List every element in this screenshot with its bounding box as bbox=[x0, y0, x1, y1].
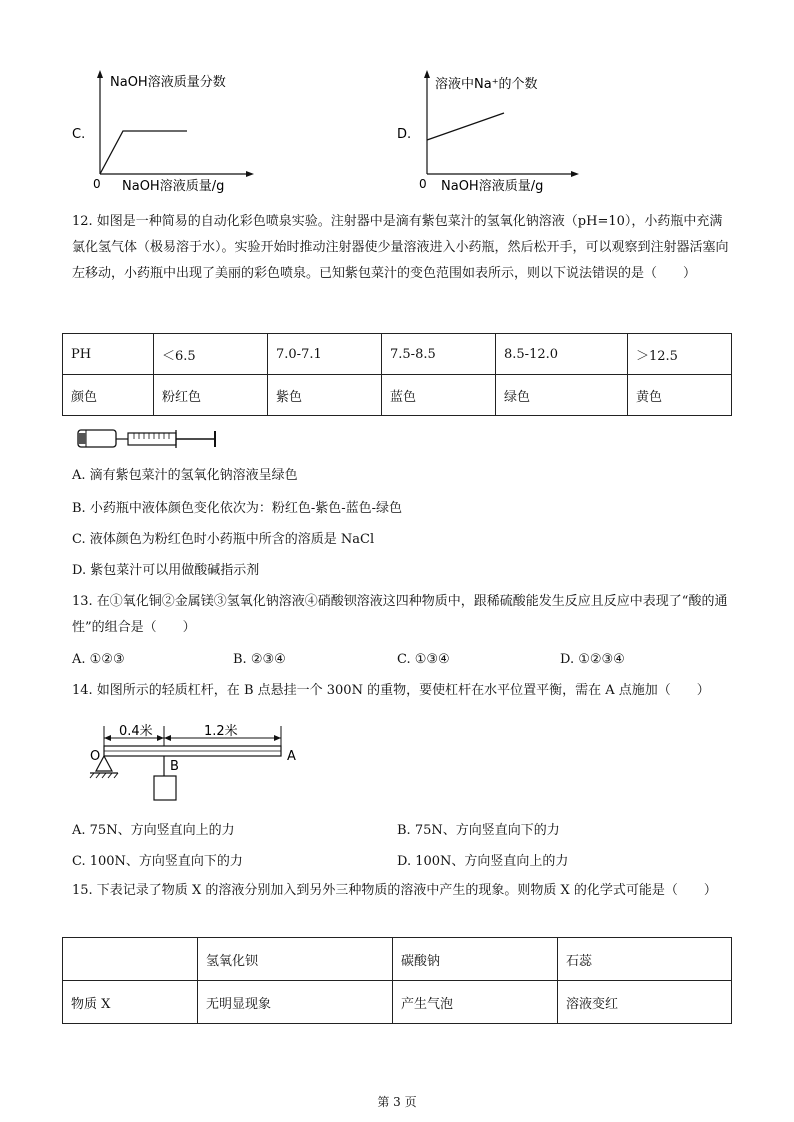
q13-stem: 13. 在①氧化铜②金属镁③氢氧化钠溶液④硝酸钡溶液这四种物质中，跟稀硫酸能发生反应且反应中表现了“酸的通性”的组合是（ ） bbox=[72, 594, 728, 635]
lever-figure bbox=[84, 718, 314, 806]
table-cell: 8.5-12.0 bbox=[496, 334, 628, 375]
q12-option-a: A. 滴有紫包菜汁的氢氧化钠溶液呈绿色 bbox=[72, 468, 298, 483]
graph-c-origin: 0 bbox=[93, 177, 101, 191]
table-cell: 氢氧化钡 bbox=[198, 938, 393, 981]
table-cell: 7.5-8.5 bbox=[382, 334, 496, 375]
q14-option-a: A. 75N、方向竖直向上的力 bbox=[72, 823, 235, 838]
table-cell: 石蕊 bbox=[558, 938, 732, 981]
table-cell: 无明显现象 bbox=[198, 981, 393, 1024]
table-cell: 蓝色 bbox=[382, 375, 496, 416]
graph-d-label: D. bbox=[397, 127, 412, 142]
q12-color-table bbox=[62, 333, 732, 416]
table-cell: 7.0-7.1 bbox=[268, 334, 382, 375]
q13-option-b: B. ②③④ bbox=[233, 652, 286, 667]
table-cell: 碳酸钠 bbox=[393, 938, 558, 981]
q12-option-b: B. 小药瓶中液体颜色变化依次为：粉红色-紫色-蓝色-绿色 bbox=[72, 501, 402, 516]
graph-c-x-axis-label: NaOH溶液质量/g bbox=[122, 179, 225, 194]
q14-stem: 14. 如图所示的轻质杠杆，在 B 点悬挂一个 300N 的重物，要使杠杆在水平位置平衡，需在 A 点施加（ ） bbox=[72, 683, 710, 698]
q13-option-c: C. ①③④ bbox=[397, 652, 450, 667]
graph-c-line bbox=[100, 131, 187, 174]
lever-dim-ob: 0.4米 bbox=[119, 724, 153, 739]
table-cell: 溶液变红 bbox=[558, 981, 732, 1024]
graph-c-label: C. bbox=[72, 127, 86, 142]
graph-d-line bbox=[427, 113, 504, 140]
graph-d-origin: 0 bbox=[419, 177, 427, 191]
table-row bbox=[63, 375, 732, 416]
graph-c-y-axis-label: NaOH溶液质量分数 bbox=[110, 75, 226, 90]
page-number: 第 3 页 bbox=[377, 1095, 417, 1109]
q14-option-c: C. 100N、方向竖直向下的力 bbox=[72, 854, 243, 869]
table-cell bbox=[63, 938, 198, 981]
table-cell: ＞12.5 bbox=[628, 334, 732, 375]
q15-stem: 15. 下表记录了物质 X 的溶液分别加入到另外三种物质的溶液中产生的现象。则物质 X 的化学式可能是（ ） bbox=[72, 883, 717, 898]
graph-d bbox=[395, 68, 595, 198]
table-row bbox=[63, 981, 732, 1024]
table-row bbox=[63, 334, 732, 375]
q14-option-b: B. 75N、方向竖直向下的力 bbox=[397, 823, 560, 838]
graph-d-x-axis-label: NaOH溶液质量/g bbox=[441, 179, 544, 194]
lever-label-o: O bbox=[90, 749, 101, 764]
table-cell: ＜6.5 bbox=[154, 334, 268, 375]
table-cell: 产生气泡 bbox=[393, 981, 558, 1024]
lever-label-a: A bbox=[287, 749, 296, 764]
lever-weight bbox=[154, 776, 176, 800]
lever-dim-ba: 1.2米 bbox=[204, 724, 238, 739]
q14-option-d: D. 100N、方向竖直向上的力 bbox=[397, 854, 569, 869]
q13-option-a: A. ①②③ bbox=[72, 652, 125, 667]
syringe-vial-figure bbox=[72, 424, 224, 450]
q12-stem: 12. 如图是一种简易的自动化彩色喷泉实验。注射器中是滴有紫包菜汁的氢氧化钠溶液（pH=10），小药瓶中充满氯化氢气体（极易溶于水）。实验开始时推动注射器使少量溶液进入小药瓶，然后松开手，可以观察到注射器活塞向左移动，小药瓶中出现了美丽的彩色喷泉。已知紫包菜汁的变色范围如表所示，则以下说法错误的是（ ） bbox=[72, 214, 729, 281]
table-cell: 颜色 bbox=[63, 375, 154, 416]
table-cell: 粉红色 bbox=[154, 375, 268, 416]
q15-table bbox=[62, 937, 732, 1024]
table-cell: PH bbox=[63, 334, 154, 375]
table-cell: 黄色 bbox=[628, 375, 732, 416]
table-cell: 物质 X bbox=[63, 981, 198, 1024]
q12-option-d: D. 紫包菜汁可以用做酸碱指示剂 bbox=[72, 563, 260, 578]
q13-option-d: D. ①②③④ bbox=[560, 652, 625, 667]
graph-d-y-axis-label: 溶液中Na⁺的个数 bbox=[435, 77, 538, 92]
q12-option-c: C. 液体颜色为粉红色时小药瓶中所含的溶质是 NaCl bbox=[72, 532, 375, 547]
table-cell: 绿色 bbox=[496, 375, 628, 416]
graph-c bbox=[70, 68, 270, 198]
table-row bbox=[63, 938, 732, 981]
lever-label-b: B bbox=[170, 759, 179, 774]
table-cell: 紫色 bbox=[268, 375, 382, 416]
